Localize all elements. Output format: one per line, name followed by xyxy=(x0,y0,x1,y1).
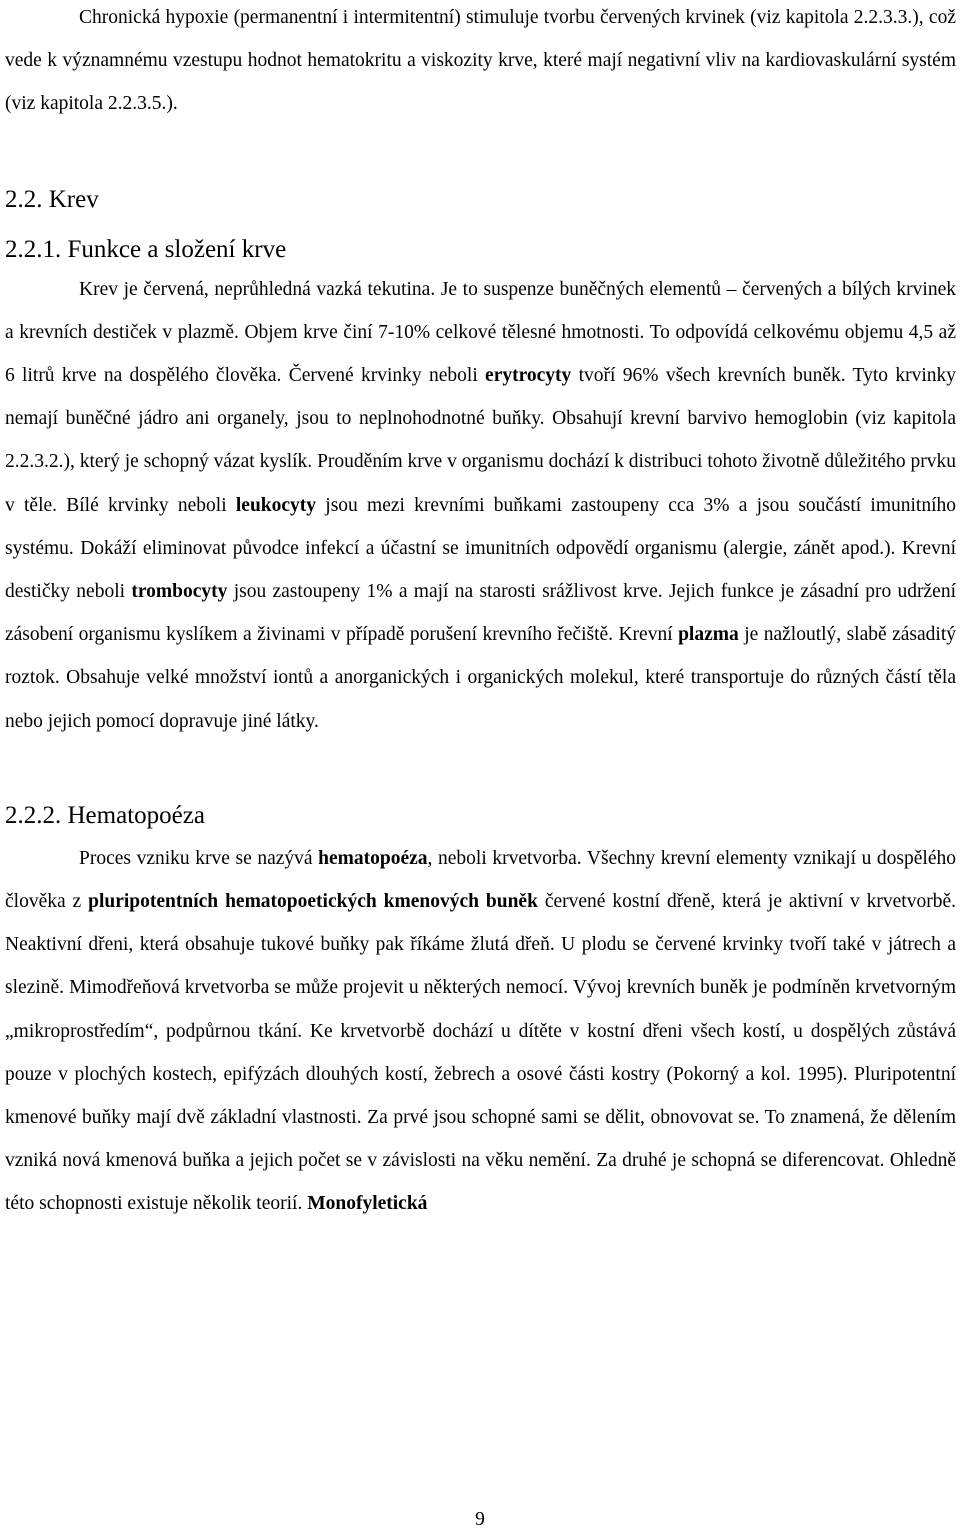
heading-funkce-a-slozeni-krve: 2.2.1. Funkce a složení krve xyxy=(5,235,287,263)
paragraph-krev-composition xyxy=(5,268,956,743)
text-run: jsou mezi krevními buňkami zastoupeny cca 3% a jsou součástí imunitního systému. Dokáží eliminovat původce infekcí a účastní se imunitních odpovědí organismu (alergie, zánět apod.). Krevní destičky neboli xyxy=(5,494,956,603)
heading-krev: 2.2. Krev xyxy=(5,185,99,213)
term-pluripotentni-bunky: pluripotentních hematopoetických kmenových buněk xyxy=(88,891,538,913)
term-leukocyty: leukocyty xyxy=(235,494,317,516)
text-run: , neboli krvetvorba. Všechny krevní elementy vznikají u dospělého člověka z xyxy=(5,847,957,913)
text-run: tvoří 96% všech krevních buněk. Tyto krvinky nemají buněčné jádro ani organely, jsou to neplnohodnotné buňky. Obsahují krevní barvivo hemoglobin (viz kapitola 2.2.3.2.), který je schopný vázat kyslík. Prouděním krve v organismu dochází k distribuci tohoto životně důležitého prvku v těle. Bílé krvinky neboli xyxy=(5,365,956,516)
heading-hematopoeza: 2.2.2. Hematopoéza xyxy=(5,801,205,829)
text-run: jsou zastoupeny 1% a mají na starosti srážlivost krve. Jejich funkce je zásadní pro udržení zásobení organismu kyslíkem a živinami v případě porušení krevního řečiště. Krevní xyxy=(5,581,957,646)
text-run: červené kostní dřeně, která je aktivní v krvetvorbě. Neaktivní dřeni, která obsahuje tukové buňky pak říkáme žlutá dřeň. U plodu se červené krvinky tvoří také v játrech a slezině. Mimodřeňová krvetvorba se může projevit u některých nemocí. Vývoj krevních buněk je podmíněn krvetvorným „mikroprostředím“, podpůrnou tkání. Ke krvetvorbě dochází u dítěte v kostní dřeni všech kostí, u dospělých zůstává pouze v plochých kostech, epifýzách dlouhých kostí, žebrech a osové části kostry (Pokorný a kol. 1995). Pluripotentní kmenové buňky mají dvě základní vlastnosti. Za prvé jsou schopné sami se dělit, obnovovat se. To znamená, že dělením vzniká nová kmenová buňka a jejich počet se v závislosti na věku nemění. Za druhé je schopná se diferencovat. Ohledně této schopnosti existuje několik teorií. xyxy=(5,891,956,1215)
text-run: je nažloutlý, slabě zásaditý roztok. Obsahuje velké množství iontů a anorganických i organických molekul, které transportuje do různých částí těla nebo jejich pomocí dopravuje jiné látky. xyxy=(5,624,956,732)
term-erytrocyty: erytrocyty xyxy=(485,365,572,387)
intro-paragraph: Chronická hypoxie (permanentní i intermitentní) stimuluje tvorbu červených krvinek (viz kapitola 2.2.3.3.), což vede k významnému vzestupu hodnot hematokritu a viskozity krve, které mají negativní vliv na kardiovaskulární systém (viz kapitola 2.2.3.5.). xyxy=(5,7,956,115)
term-hematopoeza: hematopoéza xyxy=(318,847,428,869)
term-plazma: plazma xyxy=(678,624,739,646)
text-run: Krev je červená, neprůhledná vazká tekutina. Je to suspenze buněčných elementů – červených a bílých krvinek a krevních destiček v plazmě. Objem krve činí 7-10% celkové tělesné hmotnosti. To odpovídá celkovému objemu 4,5 až 6 litrů krve na dospělého člověka. Červené krvinky neboli xyxy=(5,278,956,387)
term-trombocyty: trombocyty xyxy=(131,581,228,603)
paragraph-hematopoeza xyxy=(5,837,956,1226)
document-page xyxy=(5,0,956,1226)
term-monofyleticka: Monofyletická xyxy=(307,1193,428,1215)
page-number: 9 xyxy=(475,1509,485,1530)
text-run: Proces vzniku krve se nazývá xyxy=(79,847,319,869)
